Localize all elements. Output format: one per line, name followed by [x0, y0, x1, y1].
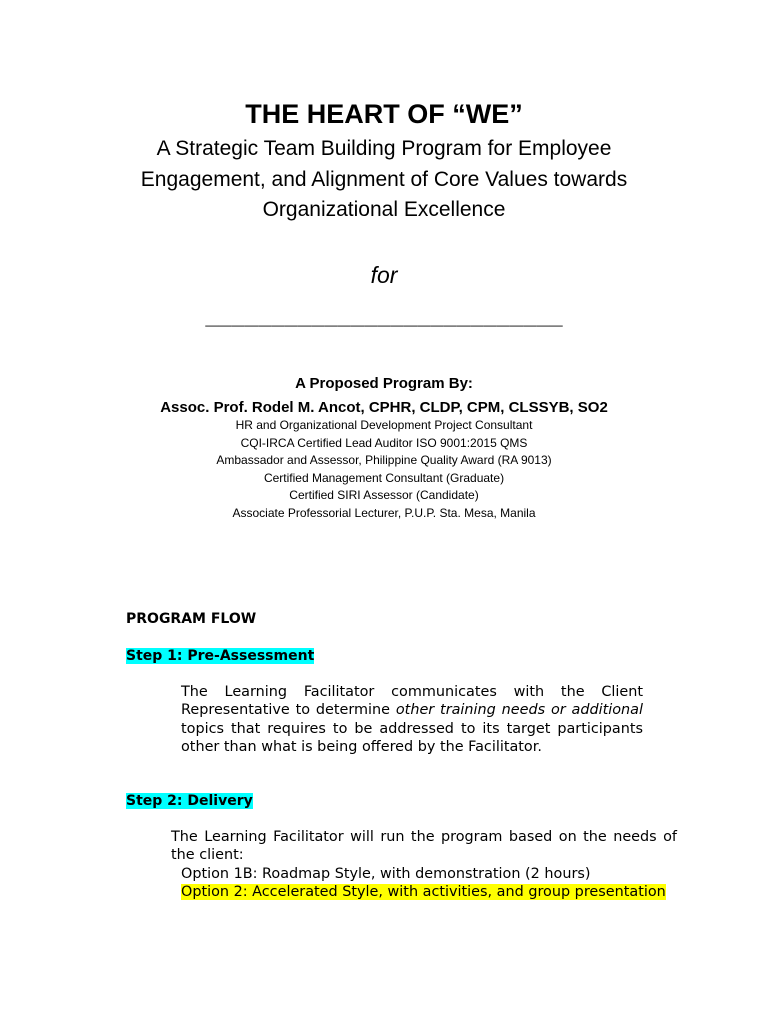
credential-line: Ambassador and Assessor, Philippine Quality Award (RA 9013) [216, 453, 552, 468]
credential-line: CQI-IRCA Certified Lead Auditor ISO 9001:2015 QMS [240, 435, 528, 450]
program-flow-heading: PROGRAM FLOW [126, 611, 257, 627]
step1-text-before: The Learning Facilitator communicates with the Client Representative to determine [181, 684, 643, 719]
subtitle-line: Organizational Excellence [262, 198, 506, 221]
proposed-by-label: A Proposed Program By: [295, 375, 473, 392]
step2-paragraph [126, 828, 677, 901]
author-credentials [0, 417, 768, 523]
step2-heading [126, 791, 253, 811]
author-name: Assoc. Prof. Rodel M. Ancot, CPHR, CLDP, CPM, CLSSYB, SO2 [160, 399, 608, 416]
subtitle-line: A Strategic Team Building Program for Employee [156, 137, 612, 160]
credential-line: Certified Management Consultant (Graduate) [263, 470, 505, 485]
step1-text-italic: other training needs or additional [395, 702, 643, 719]
credential-line: Certified SIRI Assessor (Candidate) [289, 488, 479, 503]
step1-text-after: topics that requires to be addressed to its target participants other than what is being offered by the Facilitator. [181, 720, 643, 755]
document-title: THE HEART OF “WE” [245, 99, 523, 129]
for-label: for [370, 262, 398, 288]
credential-line: HR and Organizational Development Project Consultant [235, 418, 533, 432]
step2-option2-text: Option 2: Accelerated Style, with activities, and group presentation [181, 883, 666, 900]
step1-heading [126, 646, 314, 666]
credential-line: Associate Professorial Lecturer, P.U.P. Sta. Mesa, Manila [232, 505, 536, 520]
step2-heading-text: Step 2: Delivery [126, 793, 253, 809]
step2-option2 [126, 883, 677, 901]
document-subtitle [0, 134, 768, 226]
step1-heading-text: Step 1: Pre-Assessment [126, 648, 315, 664]
step2-intro: The Learning Facilitator will run the program based on the needs of the client: [171, 829, 677, 864]
step1-paragraph [181, 683, 643, 756]
subtitle-line: Engagement, and Alignment of Core Values towards [140, 167, 628, 191]
client-blank-line: ___________________________ [205, 302, 563, 327]
step2-option1: Option 1B: Roadmap Style, with demonstration (2 hours) [181, 865, 591, 882]
